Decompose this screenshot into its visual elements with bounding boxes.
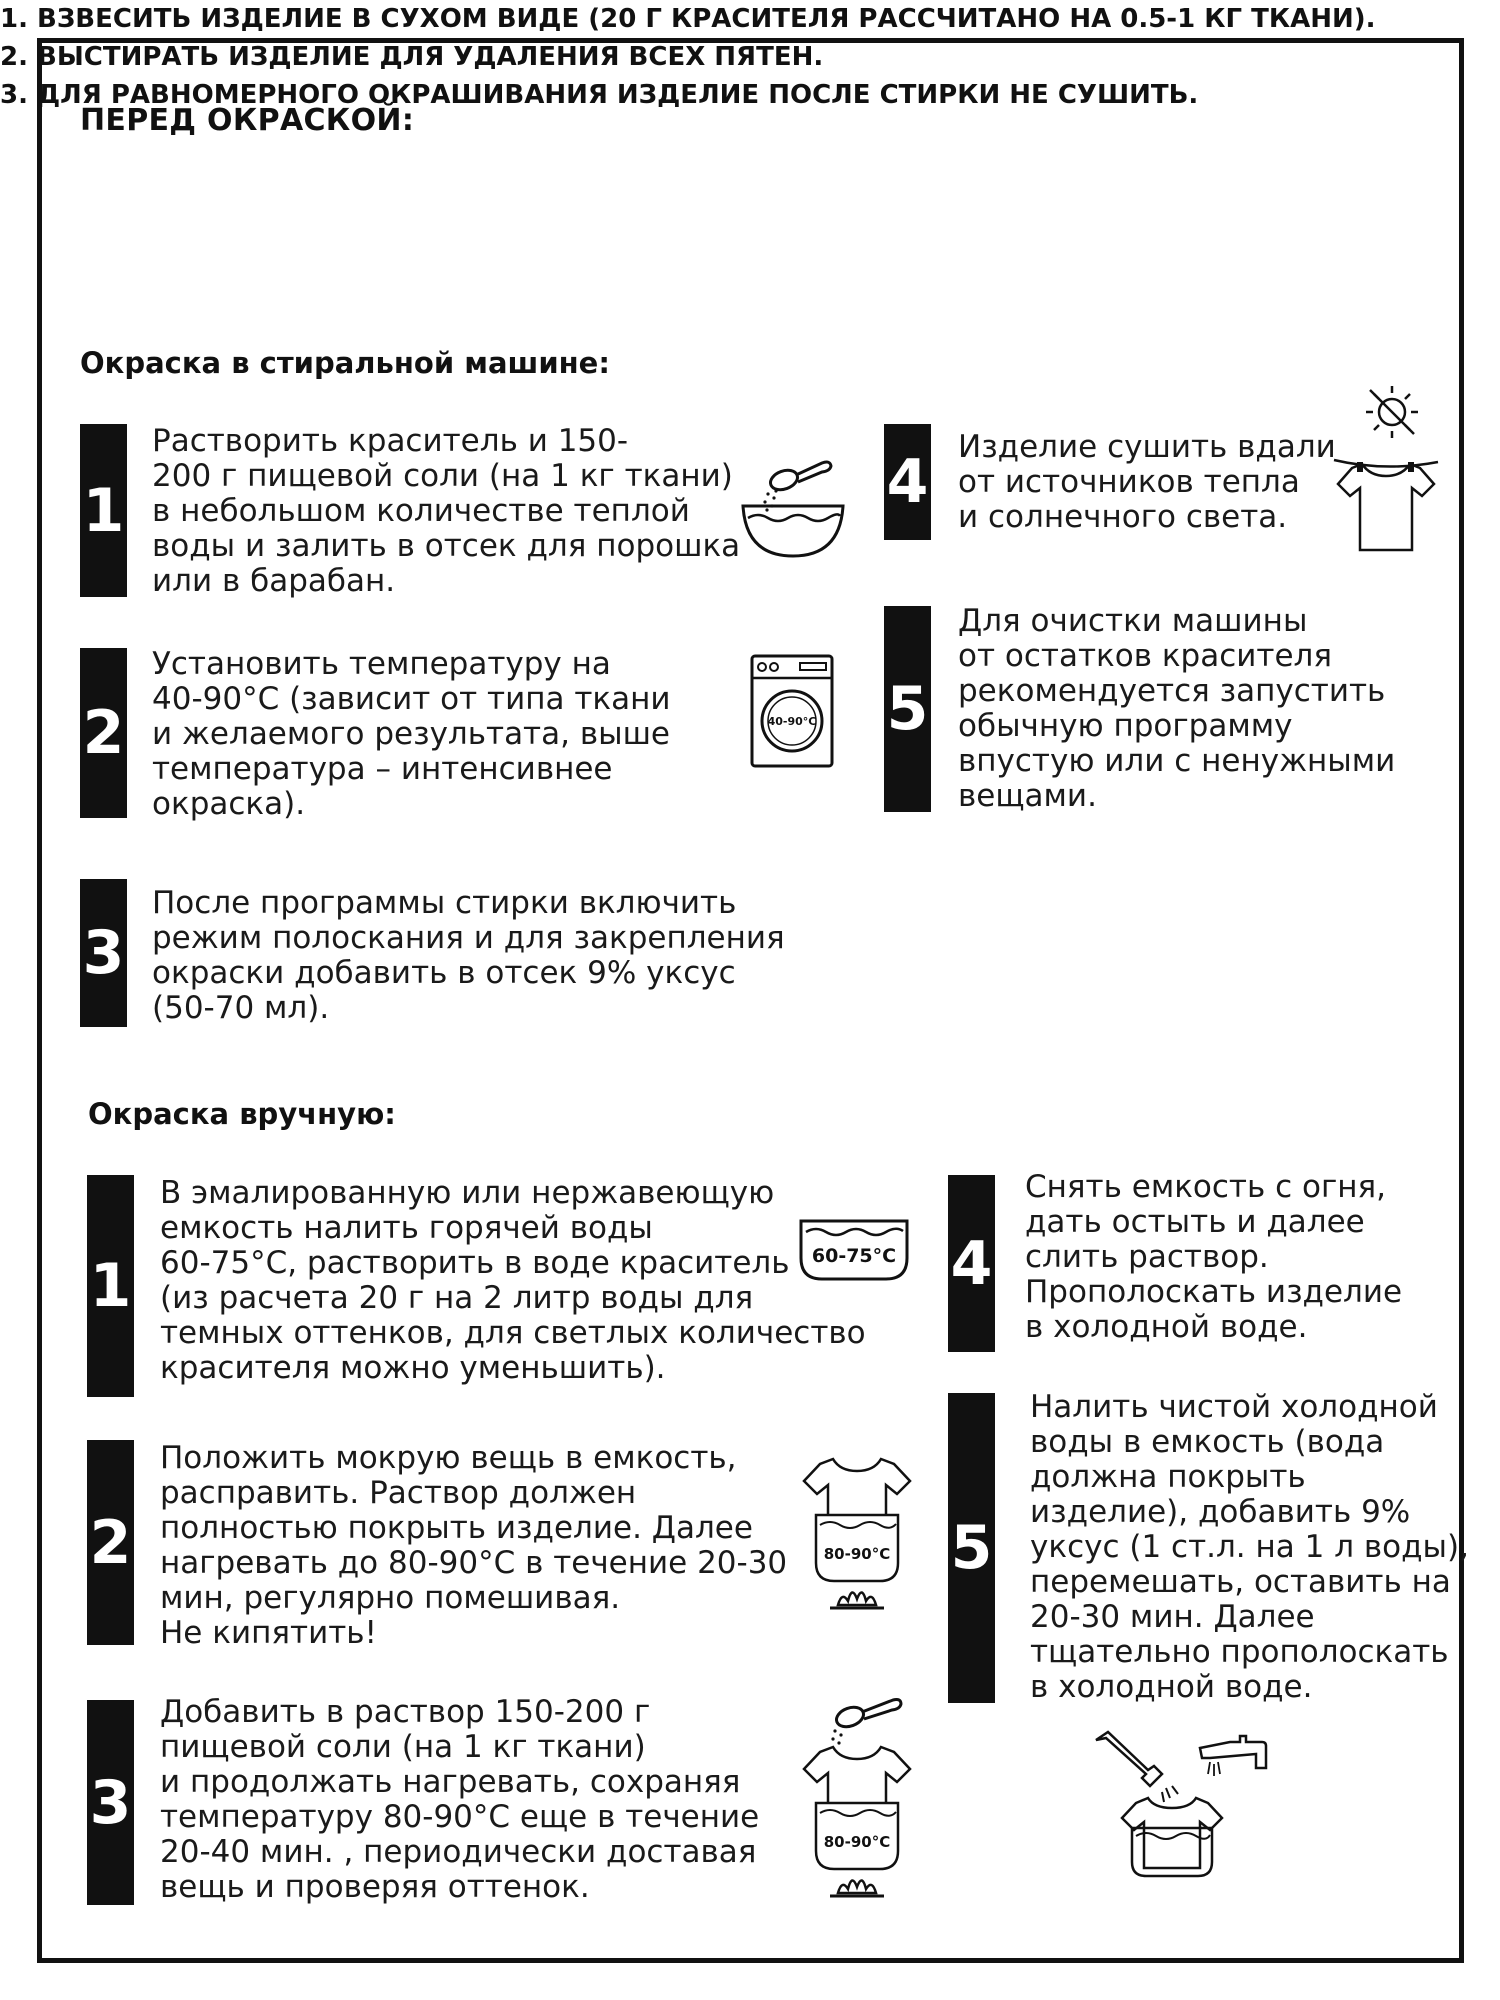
manual-step-3-number: 3 bbox=[87, 1700, 134, 1905]
machine-step-5-text: Для очистки машины от остатков красителя рекомендуется запустить обычную программу впустую или с ненужными вещами. bbox=[958, 603, 1396, 814]
machine-step-4-text: Изделие сушить вдали от источников тепла и солнечного света. bbox=[958, 429, 1336, 535]
before-item-1: 1. ВЗВЕСИТЬ ИЗДЕЛИЕ В СУХОМ ВИДЕ (20 Г КРАСИТЕЛЯ РАССЧИТАНО НА 0.5-1 КГ ТКАНИ). bbox=[0, 4, 1376, 34]
before-item-2: 2. ВЫСТИРАТЬ ИЗДЕЛИЕ ДЛЯ УДАЛЕНИЯ ВСЕХ ПЯТЕН. bbox=[0, 42, 824, 72]
machine-step-3-number: 3 bbox=[80, 879, 127, 1027]
manual-step-5-number: 5 bbox=[948, 1393, 995, 1703]
washing-machine-temp-label: 40-90°С bbox=[767, 715, 817, 728]
manual-title: Окраска вручную: bbox=[88, 1097, 396, 1131]
water-container-temp-label: 60-75°С bbox=[811, 1245, 897, 1267]
manual-step-1-number: 1 bbox=[87, 1175, 134, 1397]
pot-temp-label-2: 80-90°С bbox=[823, 1545, 891, 1563]
machine-title: Окраска в стиральной машине: bbox=[80, 346, 610, 380]
pot-temp-label-3: 80-90°С bbox=[823, 1833, 891, 1851]
machine-step-1-number: 1 bbox=[80, 424, 127, 597]
manual-step-2-number: 2 bbox=[87, 1440, 134, 1645]
salt-shirt-pot-icon bbox=[795, 1695, 920, 1905]
shirt-pot-fire-icon bbox=[798, 1455, 916, 1613]
manual-step-1-text: В эмалированную или нержавеющую емкость налить горячей воды 60-75°С, растворить в воде краситель (из расчета 20 г на 2 литр воды для темных оттенков, для светлых количество красителя можно уменьшить). bbox=[160, 1175, 866, 1386]
no-sun-drying-icon bbox=[1330, 380, 1440, 555]
washing-machine-icon bbox=[750, 654, 834, 768]
manual-step-4-number: 4 bbox=[948, 1175, 995, 1352]
machine-step-2-text: Установить температуру на 40-90°С (зависит от типа ткани и желаемого результата, выше температура – интенсивнее окраска). bbox=[152, 646, 671, 822]
bowl-spoon-icon bbox=[738, 446, 848, 561]
manual-step-5-text: Налить чистой холодной воды в емкость (вода должна покрыть изделие), добавить 9% уксус (1 ст.л. на 1 л воды), перемешать, оставить на 20-30 мин. Далее тщательно прополоскать в холодной воде. bbox=[1030, 1389, 1469, 1705]
before-item-3: 3. ДЛЯ РАВНОМЕРНОГО ОКРАШИВАНИЯ ИЗДЕЛИЕ ПОСЛЕ СТИРКИ НЕ СУШИТЬ. bbox=[0, 80, 1199, 110]
machine-step-5-number: 5 bbox=[884, 606, 931, 812]
water-container-icon bbox=[798, 1218, 910, 1282]
manual-step-2-text: Положить мокрую вещь в емкость, расправить. Раствор должен полностью покрыть изделие. Далее нагревать до 80-90°С в течение 20-30 мин, регулярно помешивая. Не кипятить! bbox=[160, 1440, 788, 1651]
manual-step-4-text: Снять емкость с огня, дать остыть и далее слить раствор. Прополоскать изделие в холодной воде. bbox=[1025, 1169, 1403, 1345]
machine-step-3-text: После программы стирки включить режим полоскания и для закрепления окраски добавить в отсек 9% уксус (50-70 мл). bbox=[152, 885, 785, 1026]
manual-step-3-text: Добавить в раствор 150-200 г пищевой соли (на 1 кг ткани) и продолжать нагревать, сохраняя температуру 80-90°С еще в течение 20-40 мин. , периодически доставая вещь и проверяя оттенок. bbox=[160, 1694, 760, 1905]
machine-step-2-number: 2 bbox=[80, 648, 127, 818]
before-title: ПЕРЕД ОКРАСКОЙ: bbox=[80, 103, 415, 138]
machine-step-4-number: 4 bbox=[884, 424, 931, 540]
machine-step-1-text: Растворить краситель и 150- 200 г пищевой соли (на 1 кг ткани) в небольшом количестве теплой воды и залить в отсек для порошка или в барабан. bbox=[152, 423, 741, 599]
vinegar-rinse-icon bbox=[1090, 1728, 1270, 1878]
